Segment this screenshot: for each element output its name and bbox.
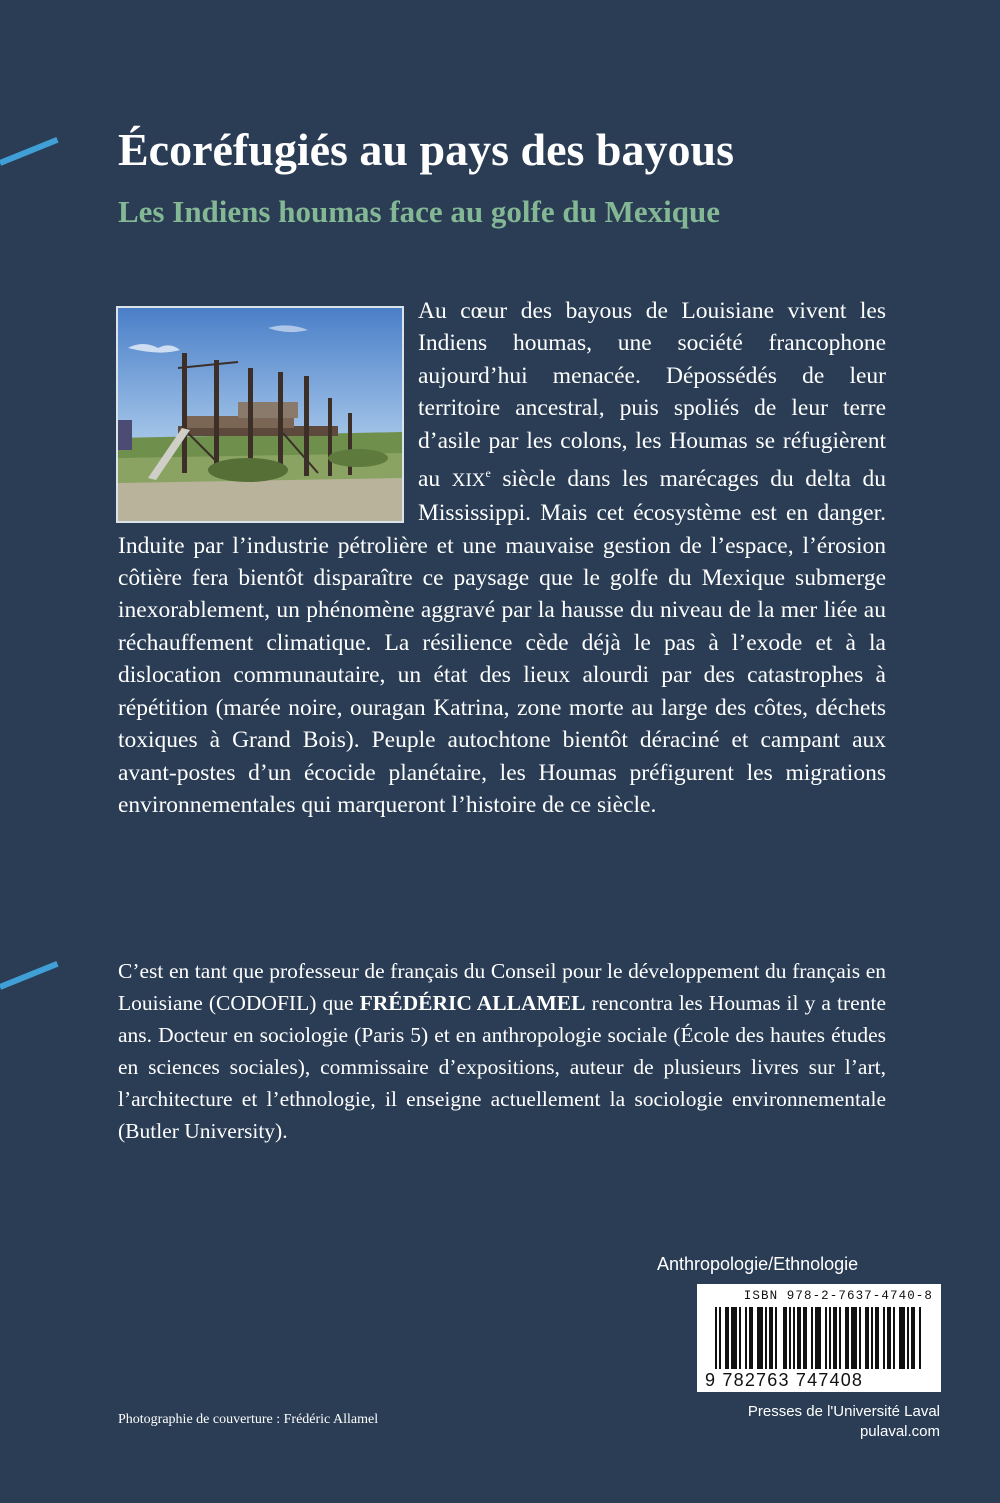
barcode-bar — [887, 1307, 889, 1369]
barcode-bar — [853, 1307, 855, 1369]
author-name: FRÉDÉRIC ALLAMEL — [359, 991, 586, 1015]
accent-stripe-middle — [0, 961, 59, 990]
summary-century-sup: e — [485, 466, 491, 481]
barcode-bar — [847, 1307, 849, 1369]
barcode-bar — [783, 1307, 785, 1369]
publisher-website[interactable]: pulaval.com — [859, 1423, 940, 1440]
barcode-bar — [871, 1307, 873, 1369]
barcode-bar — [819, 1307, 821, 1369]
summary-century: XIX — [451, 469, 486, 491]
barcode-bar — [867, 1307, 869, 1369]
barcode-bar — [715, 1307, 717, 1369]
barcode-bar — [811, 1307, 813, 1369]
barcode-bar — [911, 1307, 913, 1369]
barcode-bar — [745, 1307, 747, 1369]
barcode-bar — [919, 1307, 921, 1369]
barcode-bar — [805, 1307, 807, 1369]
barcode-bar — [757, 1307, 759, 1369]
barcode-bar — [907, 1307, 909, 1369]
category-label: Anthropologie/Ethnologie — [657, 1254, 859, 1274]
barcode-bar — [785, 1307, 787, 1369]
barcode-bar — [815, 1307, 817, 1369]
barcode-bar — [889, 1307, 891, 1369]
barcode-bar — [883, 1307, 885, 1369]
summary-text-1: Au cœur des bayous de Louisiane vivent les Indiens houmas, une société francophone aujourd’hui menacée. Dépossédés de leur territoire ancestral, puis spoliés de leur terre d’asile par les colons, les Houmas se réfugièrent au — [418, 298, 886, 492]
barcode-bar — [739, 1307, 741, 1369]
barcode-bar — [727, 1307, 729, 1369]
barcode-bar — [833, 1307, 835, 1369]
barcode-bar — [735, 1307, 737, 1369]
barcode-bars — [715, 1307, 931, 1369]
barcode-bar — [761, 1307, 763, 1369]
barcode-bar — [799, 1307, 801, 1369]
book-subtitle: Les Indiens houmas face au golfe du Mexique — [118, 194, 720, 229]
isbn-label: ISBN 978-2-7637-4740-8 — [743, 1289, 933, 1303]
barcode-bar — [719, 1307, 721, 1369]
barcode-bar — [875, 1307, 877, 1369]
barcode-bar — [793, 1307, 795, 1369]
barcode-bar — [899, 1307, 901, 1369]
book-summary — [118, 295, 886, 821]
barcode-bar — [845, 1307, 847, 1369]
photo-credit: Photographie de couverture : Frédéric Allamel — [118, 1412, 379, 1427]
barcode-bar — [733, 1307, 735, 1369]
barcode-bar — [769, 1307, 771, 1369]
barcode-bar — [817, 1307, 819, 1369]
barcode-bar — [865, 1307, 867, 1369]
barcode-bar — [839, 1307, 841, 1369]
barcode-bar — [855, 1307, 857, 1369]
book-title: Écoréfugiés au pays des bayous — [118, 124, 734, 175]
photo-spacer — [118, 295, 418, 521]
barcode-bar — [877, 1307, 879, 1369]
barcode-bar — [751, 1307, 753, 1369]
barcode-bar — [765, 1307, 767, 1369]
bio-text-2: rencontra les Houmas il y a trente ans. Docteur en sociologie (Paris 5) et en anthropologie sociale (École des hautes études en sciences sociales), commissaire d’expositions, auteur de plusieurs livres sur l’art, l’architecture et l’ethnologie, il enseigne actuellement la sociologie environnementale (Butler University). — [118, 991, 886, 1143]
barcode-bar — [797, 1307, 799, 1369]
barcode-bar — [893, 1307, 895, 1369]
barcode-bar — [859, 1307, 861, 1369]
barcode-bar — [803, 1307, 805, 1369]
barcode-bar — [789, 1307, 791, 1369]
publisher-name: Presses de l'Université Laval — [747, 1403, 940, 1420]
accent-stripe-top — [0, 137, 59, 166]
barcode-bar — [771, 1307, 773, 1369]
barcode-bar — [725, 1307, 727, 1369]
barcode-bar — [913, 1307, 915, 1369]
barcode-bar — [835, 1307, 837, 1369]
author-bio — [118, 955, 886, 1147]
barcode-bar — [851, 1307, 853, 1369]
barcode-bar — [825, 1307, 827, 1369]
barcode-bar — [903, 1307, 905, 1369]
barcode-digits: 9 782763 747408 — [705, 1370, 864, 1390]
barcode-bar — [759, 1307, 761, 1369]
summary-text-2: siècle dans les marécages du delta du Mississippi. Mais cet écosystème est en danger. Induite par l’industrie pétrolière et une mauvaise gestion de l’espace, l’érosion côtière fera bientôt disparaître ce paysage que le golfe du Mexique submerge inexorablement, un phénomène aggravé par la hausse du niveau de la mer liée au réchauffement climatique. La résilience cède déjà le pas à l’exode et à la dislocation communautaire, un état des lieux alourdi par des catastrophes à répétition (marée noire, ouragan Katrina, zone morte au large des côtes, déchets toxiques à Grand Bois). Peuple autochtone bientôt déraciné et campant aux avant-postes d’un écocide planétaire, les Houmas préfigurent les migrations environnementales qui marqueront l’histoire de ce siècle. — [118, 465, 887, 818]
barcode-bar — [829, 1307, 831, 1369]
barcode-bar — [901, 1307, 903, 1369]
bio-text-1: C’est en tant que professeur de français du Conseil pour le développement du français en Louisiane (CODOFIL) que — [118, 959, 886, 1015]
publisher-block — [600, 1402, 940, 1442]
barcode-bar — [749, 1307, 751, 1369]
isbn-barcode — [697, 1284, 941, 1392]
barcode-bar — [775, 1307, 777, 1369]
barcode-bar — [731, 1307, 733, 1369]
